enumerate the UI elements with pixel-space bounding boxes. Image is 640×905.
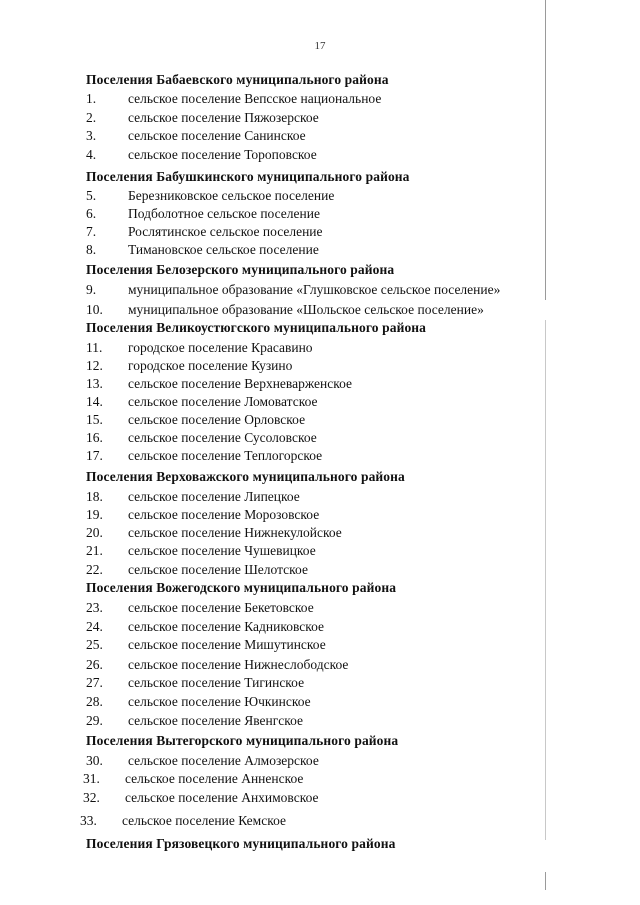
list-item (86, 110, 319, 126)
list-item-text: сельское поселение Ючкинское (128, 694, 311, 709)
list-item-number: 15. (86, 412, 103, 427)
list-item-text: сельское поселение Кадниковское (128, 619, 325, 634)
list-item-number: 8. (86, 242, 97, 257)
list-item (86, 128, 306, 144)
list-item-number: 32. (83, 790, 100, 805)
list-item (83, 771, 303, 787)
list-item (86, 448, 322, 464)
list-item (86, 188, 334, 204)
list-item-number: 11. (86, 340, 103, 355)
list-item-text: сельское поселение Нижнеслободское (128, 657, 349, 672)
list-item-text: сельское поселение Чушевицкое (128, 543, 316, 558)
list-item (86, 489, 300, 505)
list-item-number: 20. (86, 525, 103, 540)
list-item-number: 25. (86, 637, 103, 652)
list-item-number: 4. (86, 147, 97, 162)
list-item (86, 394, 317, 410)
list-item-number: 16. (86, 430, 103, 445)
list-item (86, 412, 305, 428)
list-item-text: сельское поселение Анхимовское (125, 790, 319, 805)
list-item-text: сельское поселение Анненское (125, 771, 304, 786)
list-item (80, 813, 286, 829)
list-item-text: Березниковское сельское поселение (128, 188, 335, 203)
list-item-number: 24. (86, 619, 103, 634)
list-item-number: 9. (86, 282, 97, 297)
list-item-text: Подболотное сельское поселение (128, 206, 320, 221)
list-item-text: сельское поселение Ломоватское (128, 394, 318, 409)
list-item-number: 10. (86, 302, 103, 317)
section-heading: Поселения Белозерского муниципального района (86, 262, 395, 277)
list-item (86, 282, 500, 298)
list-item (86, 430, 317, 446)
page-edge-line (545, 320, 546, 840)
list-item (86, 340, 313, 356)
section-heading: Поселения Бабушкинского муниципального района (86, 169, 410, 184)
list-item (86, 713, 303, 729)
list-item-text: сельское поселение Санинское (128, 128, 306, 143)
list-item-text: сельское поселение Тороповское (128, 147, 317, 162)
list-item (86, 657, 348, 673)
list-item-number: 28. (86, 694, 103, 709)
list-item-text: сельское поселение Явенгское (128, 713, 304, 728)
list-item-text: сельское поселение Сусоловское (128, 430, 317, 445)
page-number: 17 (314, 40, 326, 52)
list-item (86, 543, 316, 559)
section-heading: Поселения Вожегодского муниципального района (86, 580, 397, 595)
section-heading: Поселения Верховажского муниципального района (86, 469, 405, 484)
list-item-text: сельское поселение Липецкое (128, 489, 300, 504)
list-item-number: 30. (86, 753, 103, 768)
list-item (86, 600, 314, 616)
list-item-text: сельское поселение Верхневарженское (128, 376, 352, 391)
list-item-text: сельское поселение Тигинское (128, 675, 305, 690)
list-item-text: сельское поселение Мишутинское (128, 637, 326, 652)
list-item-number: 3. (86, 128, 97, 143)
list-item (86, 753, 319, 769)
list-item-number: 17. (86, 448, 103, 463)
list-item-number: 2. (86, 110, 97, 125)
list-item-text: сельское поселение Теплогорское (128, 448, 323, 463)
list-item-text: сельское поселение Пяжозерское (128, 110, 319, 125)
list-item-text: городское поселение Красавино (128, 340, 313, 355)
list-item (86, 376, 352, 392)
list-item-number: 27. (86, 675, 103, 690)
list-item-number: 29. (86, 713, 103, 728)
list-item-text: сельское поселение Бекетовское (128, 600, 314, 615)
list-item-number: 6. (86, 206, 97, 221)
list-item (83, 790, 319, 806)
section-heading: Поселения Грязовецкого муниципального района (86, 836, 396, 851)
list-item-text: Рослятинское сельское поселение (128, 224, 323, 239)
list-item-number: 31. (83, 771, 100, 786)
list-item-text: сельское поселение Вепсское национальное (128, 91, 382, 106)
list-item-text: сельское поселение Орловское (128, 412, 306, 427)
list-item (86, 302, 484, 318)
list-item (86, 694, 311, 710)
list-item-number: 19. (86, 507, 103, 522)
list-item-number: 5. (86, 188, 97, 203)
section-heading: Поселения Вытегорского муниципального района (86, 733, 399, 748)
list-item (86, 242, 319, 258)
list-item-number: 33. (80, 813, 97, 828)
list-item-number: 21. (86, 543, 103, 558)
page-edge-line (545, 872, 546, 890)
list-item (86, 562, 308, 578)
list-item-text: сельское поселение Шелотское (128, 562, 308, 577)
list-item (86, 675, 304, 691)
list-item-number: 7. (86, 224, 97, 239)
list-item-text: муниципальное образование «Шольское сельское поселение» (128, 302, 484, 317)
list-item-text: сельское поселение Кемское (122, 813, 286, 828)
list-item-number: 1. (86, 91, 97, 106)
list-item (86, 206, 320, 222)
list-item (86, 147, 317, 163)
list-item-text: городское поселение Кузино (128, 358, 293, 373)
list-item-number: 12. (86, 358, 103, 373)
list-item (86, 525, 342, 541)
list-item-text: Тимановское сельское поселение (128, 242, 319, 257)
list-item-number: 22. (86, 562, 103, 577)
list-item-text: муниципальное образование «Глушковское сельское поселение» (128, 282, 501, 297)
list-item-text: сельское поселение Морозовское (128, 507, 320, 522)
section-heading: Поселения Бабаевского муниципального района (86, 72, 389, 87)
list-item (86, 619, 324, 635)
list-item (86, 91, 381, 107)
list-item-number: 14. (86, 394, 103, 409)
list-item (86, 507, 319, 523)
list-item-text: сельское поселение Алмозерское (128, 753, 319, 768)
list-item-number: 18. (86, 489, 103, 504)
section-heading: Поселения Великоустюгского муниципального района (86, 320, 427, 335)
list-item (86, 637, 326, 653)
list-item (86, 224, 323, 240)
list-item (86, 358, 292, 374)
list-item-number: 13. (86, 376, 103, 391)
list-item-number: 26. (86, 657, 103, 672)
list-item-number: 23. (86, 600, 103, 615)
list-item-text: сельское поселение Нижнекулойское (128, 525, 342, 540)
